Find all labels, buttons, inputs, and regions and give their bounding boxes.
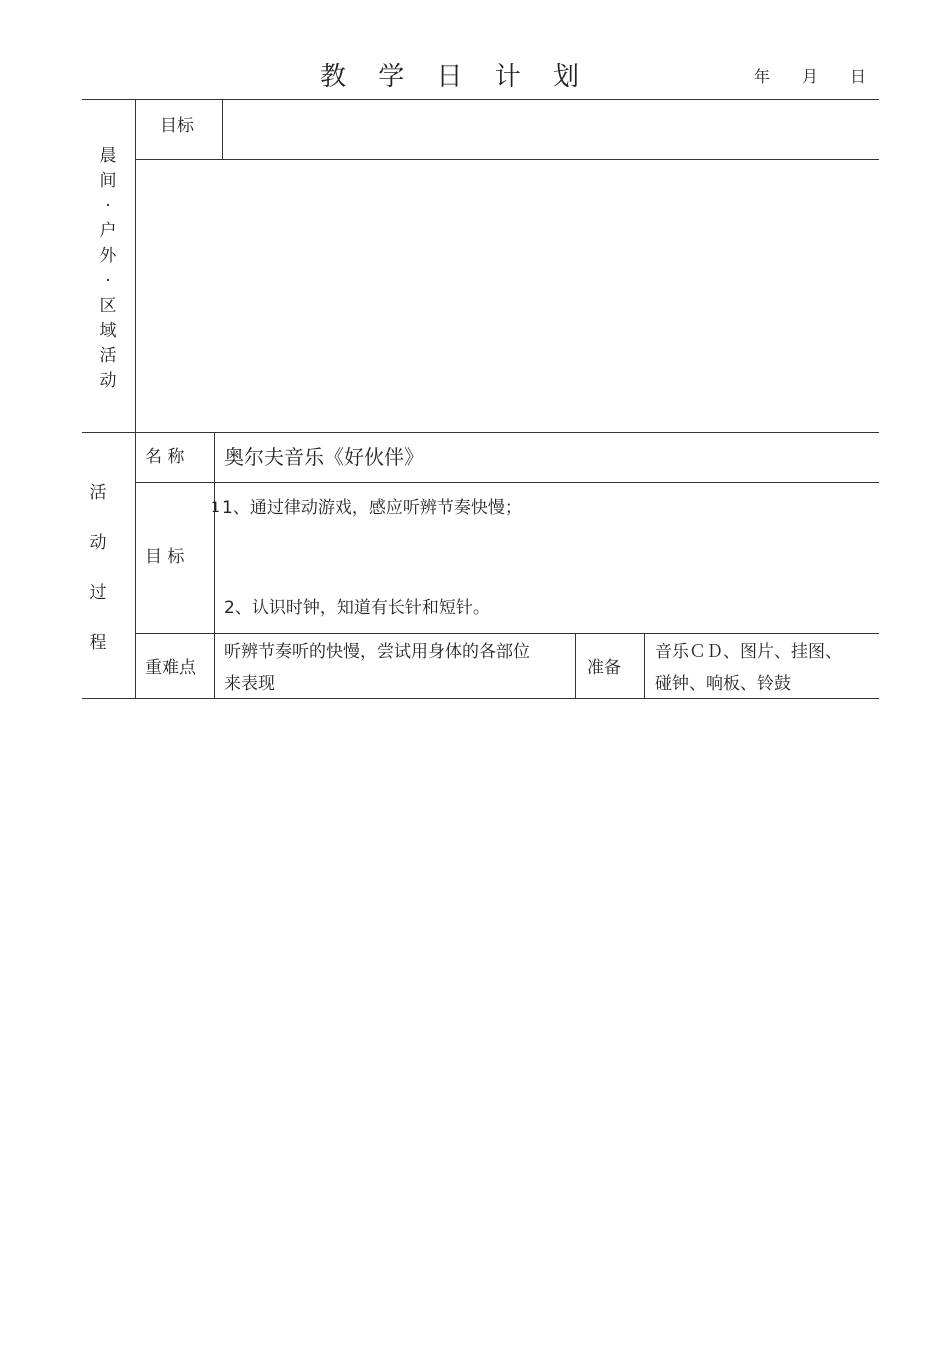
morning-label-char: 动 <box>99 371 117 391</box>
date-year-label: 年 <box>754 67 771 86</box>
activity-label-char: 活 <box>89 483 107 503</box>
prep-line-2[interactable]: 碰钟、响板、铃鼓 <box>655 674 791 694</box>
activity-section-label <box>86 478 110 678</box>
name-row-divider <box>136 482 879 483</box>
prep-label: 准备 <box>587 658 621 678</box>
page-title: 教 学 日 计 划 <box>320 62 592 92</box>
morning-goal-label: 目标 <box>160 116 194 136</box>
morning-label-char: 外 <box>99 246 117 266</box>
activity-label-char: 程 <box>89 633 107 653</box>
morning-label-char: 户 <box>99 221 117 241</box>
activity-label-char: 动 <box>89 533 107 553</box>
difficulty-line-2[interactable]: 来表现 <box>224 674 275 694</box>
date-day-label: 日 <box>850 67 867 86</box>
goal-row-divider <box>136 633 879 634</box>
goal-item-marker: 1 <box>211 500 220 516</box>
prep-col-divider <box>644 633 645 699</box>
activity-name-label: 名 称 <box>145 447 185 467</box>
activity-name-value[interactable]: 奥尔夫音乐《好伙伴》 <box>224 445 424 469</box>
activity-goal-item-1[interactable]: 1、通过律动游戏，感应听辨节奏快慢； <box>222 498 522 518</box>
morning-label-char: 活 <box>99 346 117 366</box>
activity-goal-label: 目 标 <box>145 547 185 567</box>
morning-section-label <box>96 141 120 391</box>
morning-goal-col-divider <box>222 99 223 159</box>
morning-label-char: 区 <box>99 296 117 316</box>
morning-goal-divider <box>136 159 879 160</box>
activity-label-char: 过 <box>89 583 107 603</box>
date-month-label: 月 <box>802 67 819 86</box>
morning-label-char: 域 <box>99 321 117 341</box>
difficulty-line-1[interactable]: 听辨节奏听的快慢，尝试用身体的各部位 <box>224 642 530 662</box>
morning-label-char: 晨 <box>99 146 117 166</box>
prep-line-1[interactable]: 音乐ＣＤ、图片、挂图、 <box>655 642 842 662</box>
morning-label-char: . <box>105 191 111 211</box>
label-column-divider <box>135 99 136 699</box>
morning-label-char: . <box>105 266 111 286</box>
section-divider <box>82 432 879 433</box>
difficulty-label: 重难点 <box>145 658 196 678</box>
activity-goal-item-2[interactable]: 2、认识时钟，知道有长针和短针。 <box>224 598 490 618</box>
morning-label-char: 间 <box>99 171 117 191</box>
activity-label-col-divider <box>214 432 215 699</box>
difficulty-col-divider <box>575 633 576 699</box>
table-top-border <box>82 99 879 100</box>
